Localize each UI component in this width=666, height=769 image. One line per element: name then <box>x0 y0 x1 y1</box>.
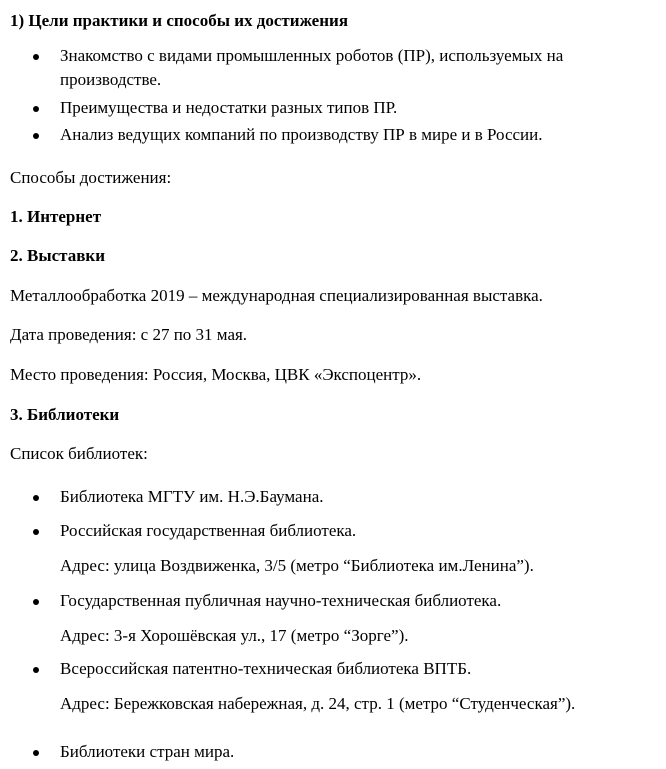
exhibitions-heading: 2. Выставки <box>10 246 105 265</box>
bullet-icon <box>33 529 39 535</box>
library-4-name: Всероссийская патентно-техническая библиотека ВПТБ. <box>60 659 472 678</box>
library-5-name: Библиотеки стран мира. <box>60 742 235 761</box>
library-4-address: Адрес: Бережковская набережная, д. 24, стр. 1 (метро “Студенческая”). <box>60 694 576 713</box>
library-1-name: Библиотека МГТУ им. Н.Э.Баумана. <box>60 487 324 506</box>
library-3-address: Адрес: 3-я Хорошёвская ул., 17 (метро “Зорге”). <box>60 626 409 645</box>
goal-1-text-line-2: производстве. <box>60 70 162 89</box>
goal-2-text: Преимущества и недостатки разных типов ПР. <box>60 98 398 117</box>
libraries-list-label: Список библиотек: <box>10 444 148 463</box>
bullet-icon <box>33 133 39 139</box>
internet-heading: 1. Интернет <box>10 207 102 226</box>
library-2-name: Российская государственная библиотека. <box>60 521 357 540</box>
bullet-icon <box>33 106 39 112</box>
library-3-name: Государственная публичная научно-техническая библиотека. <box>60 591 502 610</box>
libraries-heading: 3. Библиотеки <box>10 405 120 424</box>
section-1-heading: 1) Цели практики и способы их достижения <box>10 11 349 30</box>
bullet-icon <box>33 599 39 605</box>
exhibition-dates: Дата проведения: с 27 по 31 мая. <box>10 325 248 344</box>
bullet-icon <box>33 495 39 501</box>
goal-1-text-line-1: Знакомство с видами промышленных роботов (ПР), используемых на <box>60 46 564 65</box>
library-2-address: Адрес: улица Воздвиженка, 3/5 (метро “Библиотека им.Ленина”). <box>60 556 534 575</box>
methods-label: Способы достижения: <box>10 168 172 187</box>
exhibition-place: Место проведения: Россия, Москва, ЦВК «Экспоцентр». <box>10 365 422 384</box>
goal-3-text: Анализ ведущих компаний по производству ПР в мире и в России. <box>60 125 543 144</box>
bullet-icon <box>33 667 39 673</box>
bullet-icon <box>33 750 39 756</box>
bullet-icon <box>33 54 39 60</box>
exhibition-event: Металлообработка 2019 – международная специализированная выставка. <box>10 286 543 305</box>
